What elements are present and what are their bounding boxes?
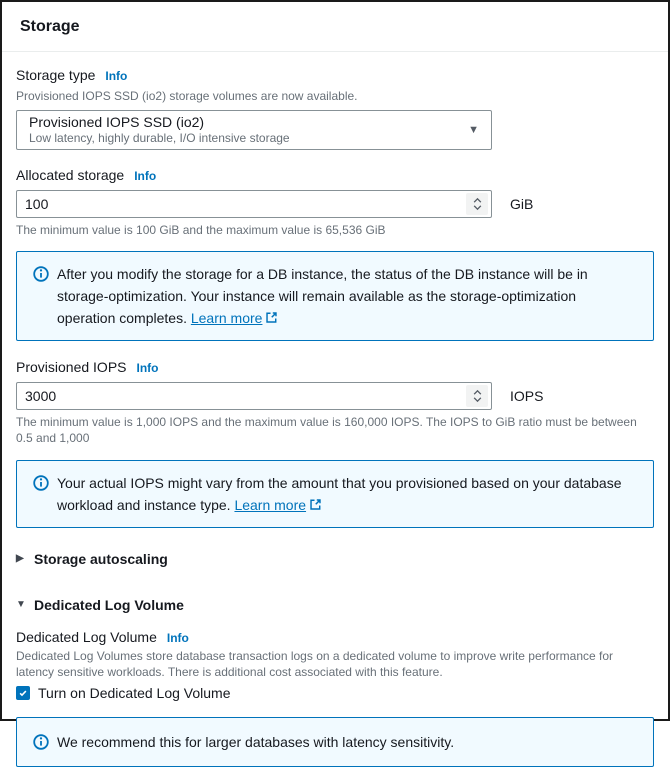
dedicated-log-volume-checkbox-label: Turn on Dedicated Log Volume xyxy=(38,685,231,701)
dedicated-log-volume-expander-label: Dedicated Log Volume xyxy=(34,597,184,613)
allocated-storage-input-wrap xyxy=(16,190,492,218)
storage-type-select[interactable] xyxy=(16,110,492,150)
info-circle-icon xyxy=(33,475,49,491)
recommendation-alert xyxy=(16,717,654,767)
dedicated-log-volume-field xyxy=(16,628,654,702)
allocated-storage-info-link[interactable]: Info xyxy=(134,169,157,183)
external-link-icon xyxy=(309,498,322,511)
provisioned-iops-input-wrap xyxy=(16,382,492,410)
storage-type-field xyxy=(16,66,654,150)
allocated-storage-unit: GiB xyxy=(510,196,534,212)
allocated-storage-constraint: The minimum value is 100 GiB and the maximum value is 65,536 GiB xyxy=(16,223,386,237)
storage-autoscaling-expander[interactable] xyxy=(16,550,654,568)
expander-collapsed-icon: ▶ xyxy=(16,553,24,564)
external-link-icon xyxy=(265,311,278,324)
dedicated-log-volume-checkbox-row[interactable] xyxy=(16,684,654,702)
storage-type-info-link[interactable]: Info xyxy=(105,69,128,83)
chevron-down-icon: ▼ xyxy=(468,123,479,136)
storage-type-label: Storage type xyxy=(16,67,96,83)
storage-autoscaling-expander-label: Storage autoscaling xyxy=(34,551,168,567)
allocated-storage-input[interactable] xyxy=(17,196,466,212)
provisioned-iops-unit: IOPS xyxy=(510,388,544,404)
storage-type-description: Provisioned IOPS SSD (io2) storage volumes are now available. xyxy=(16,89,358,103)
dedicated-log-volume-label: Dedicated Log Volume xyxy=(16,629,157,645)
dedicated-log-volume-description: Dedicated Log Volumes store database transaction logs on a dedicated volume to improve write performance for latency sensitive workloads. There is additional cost associated with this feature. xyxy=(16,649,613,679)
expander-expanded-icon: ▼ xyxy=(16,599,26,610)
iops-variation-alert-text: Your actual IOPS might vary from the amount that you provisioned based on your database workload and instance type. xyxy=(57,475,622,513)
info-circle-icon xyxy=(33,734,49,750)
allocated-storage-label: Allocated storage xyxy=(16,167,125,183)
dedicated-log-volume-expander[interactable] xyxy=(16,596,654,614)
allocated-storage-stepper[interactable] xyxy=(466,193,488,215)
chevron-down-icon xyxy=(473,397,482,402)
chevron-up-icon xyxy=(473,198,482,203)
info-circle-icon xyxy=(33,266,49,282)
provisioned-iops-constraint: The minimum value is 1,000 IOPS and the maximum value is 160,000 IOPS. The IOPS to GiB ratio must be between 0.5 and 1,000 xyxy=(16,415,637,445)
allocated-storage-field xyxy=(16,166,654,238)
provisioned-iops-input[interactable] xyxy=(17,388,466,404)
panel-header xyxy=(2,2,668,52)
recommendation-alert-text: We recommend this for larger databases with latency sensitivity. xyxy=(57,734,455,750)
panel-body xyxy=(2,52,668,777)
chevron-up-icon xyxy=(473,390,482,395)
provisioned-iops-label: Provisioned IOPS xyxy=(16,359,127,375)
dedicated-log-volume-info-link[interactable]: Info xyxy=(166,631,189,645)
storage-optimization-alert xyxy=(16,251,654,341)
provisioned-iops-stepper[interactable] xyxy=(466,385,488,407)
provisioned-iops-info-link[interactable]: Info xyxy=(136,361,159,375)
storage-optimization-alert-text: After you modify the storage for a DB instance, the status of the DB instance will be in storage-optimization. Your instance will remain available as the storage-optimization operation completes. xyxy=(57,266,588,326)
dedicated-log-volume-checkbox[interactable] xyxy=(16,686,30,700)
storage-optimization-learn-more-link[interactable]: Learn more xyxy=(190,310,263,326)
storage-type-select-value: Provisioned IOPS SSD (io2) xyxy=(29,114,205,130)
storage-type-select-subtitle: Low latency, highly durable, I/O intensive storage xyxy=(29,131,290,145)
provisioned-iops-field xyxy=(16,358,654,446)
chevron-down-icon xyxy=(473,205,482,210)
panel-title: Storage xyxy=(20,17,80,35)
iops-variation-alert xyxy=(16,460,654,528)
iops-variation-learn-more-link[interactable]: Learn more xyxy=(234,497,307,513)
